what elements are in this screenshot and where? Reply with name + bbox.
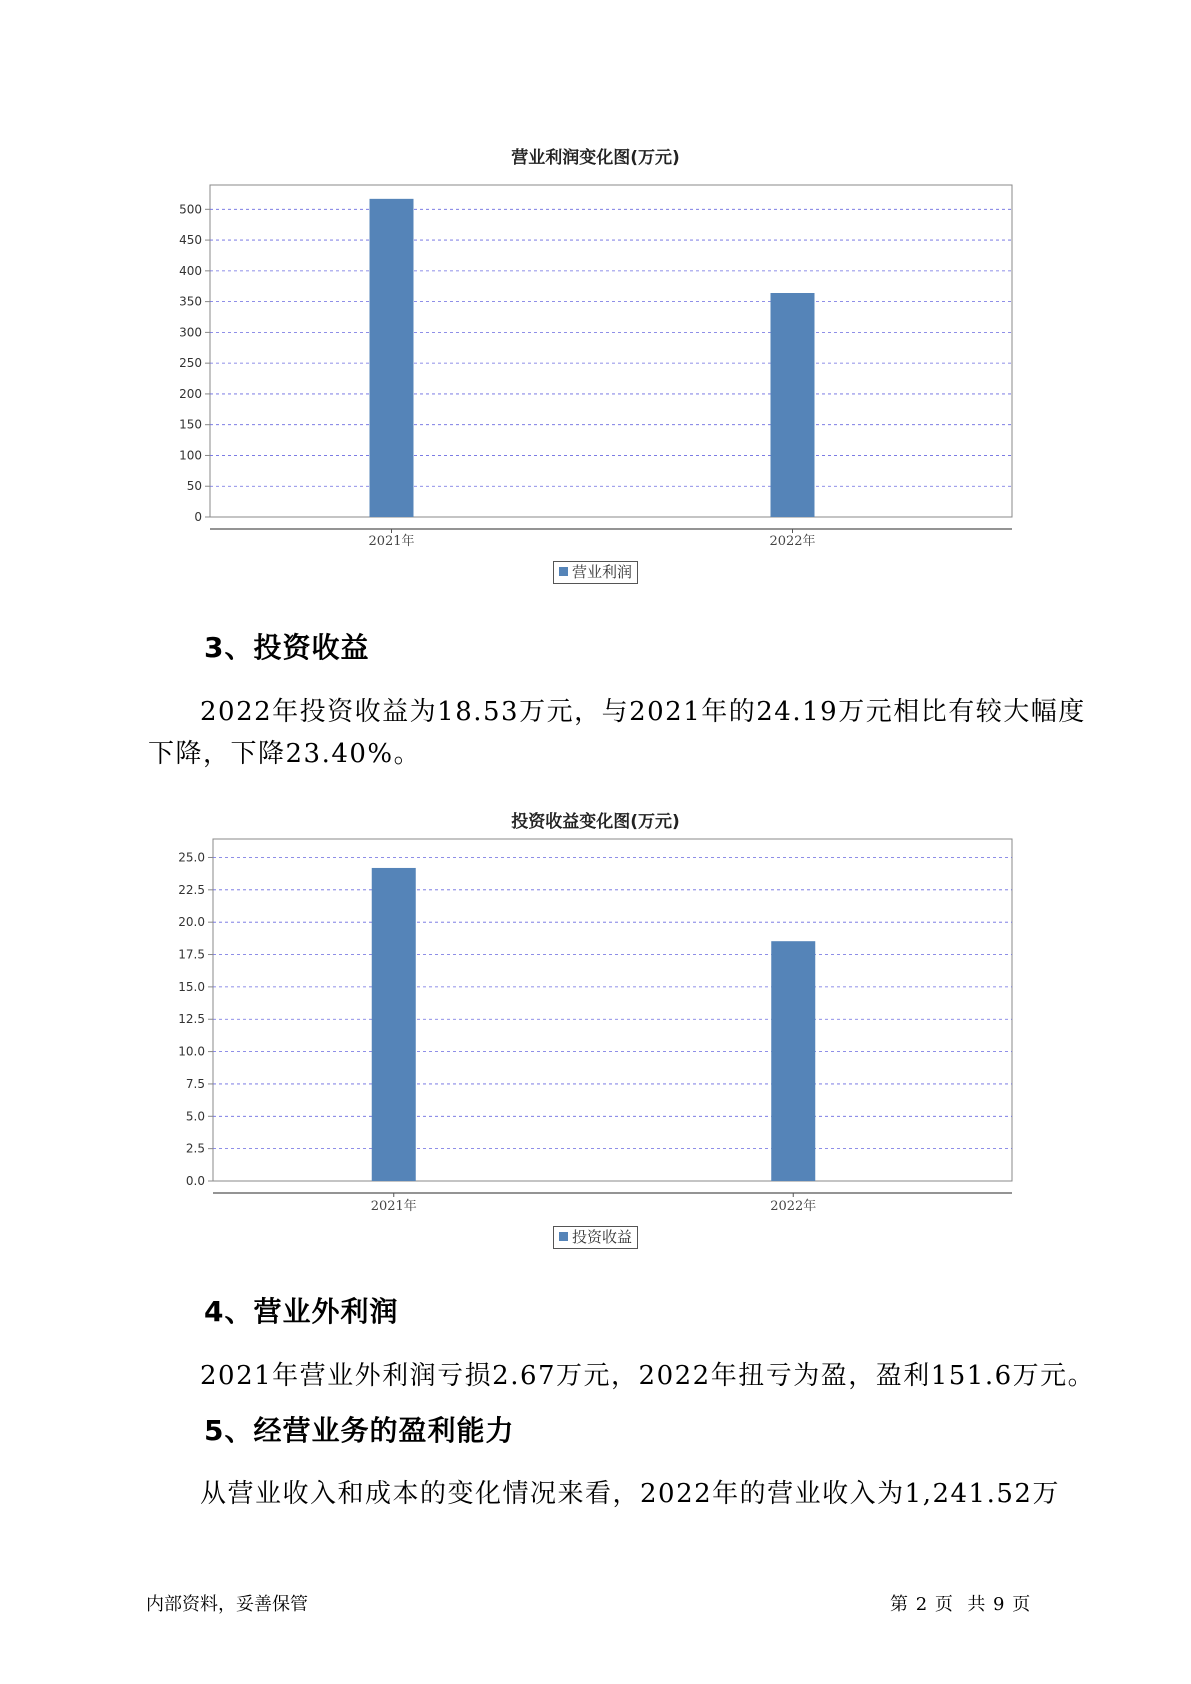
y-tick-label: 350 xyxy=(179,294,202,309)
y-tick-label: 2.5 xyxy=(185,1141,205,1156)
chart2-title: 投资收益变化图(万元) xyxy=(511,812,680,832)
x-tick-label: 2021年 xyxy=(370,1199,417,1214)
y-tick-label: 15.0 xyxy=(178,979,205,994)
y-tick-label: 300 xyxy=(179,325,202,340)
section3-paragraph-line2: 下降，下降23.40%。 xyxy=(148,739,422,769)
y-tick-label: 7.5 xyxy=(185,1076,205,1091)
y-tick-label: 50 xyxy=(186,479,202,494)
y-tick-label: 25.0 xyxy=(178,850,205,865)
y-tick-label: 0 xyxy=(194,510,202,524)
footer-page-number: 第 2 页 共 9 页 xyxy=(890,1594,1032,1615)
y-tick-label: 200 xyxy=(179,386,202,401)
y-tick-label: 100 xyxy=(179,448,202,463)
x-tick-label: 2022年 xyxy=(769,534,816,549)
legend-swatch xyxy=(559,1232,568,1241)
x-tick-label: 2022年 xyxy=(770,1199,817,1214)
bar-2021年 xyxy=(372,868,416,1181)
chart2-legend xyxy=(553,1226,638,1249)
y-tick-label: 10.0 xyxy=(178,1044,205,1059)
plot-area xyxy=(213,839,1012,1181)
y-tick-label: 20.0 xyxy=(178,915,205,930)
x-tick-label: 2021年 xyxy=(368,534,415,549)
y-tick-label: 500 xyxy=(179,202,202,217)
y-tick-label: 0.0 xyxy=(185,1174,205,1188)
y-tick-label: 400 xyxy=(179,263,202,278)
bar-2022年 xyxy=(771,941,815,1181)
y-tick-label: 5.0 xyxy=(185,1109,205,1124)
section3-heading: 3、投资收益 xyxy=(204,631,370,664)
chart1-title: 营业利润变化图(万元) xyxy=(511,148,680,168)
y-tick-label: 150 xyxy=(179,417,202,432)
y-tick-label: 250 xyxy=(179,356,202,371)
y-tick-label: 450 xyxy=(179,233,202,248)
section5-paragraph: 从营业收入和成本的变化情况来看，2022年的营业收入为1,241.52万 xyxy=(200,1479,1060,1509)
y-tick-label: 17.5 xyxy=(178,947,205,962)
chart2-legend-label: 投资收益 xyxy=(572,1228,633,1246)
section3-paragraph-line1: 2022年投资收益为18.53万元，与2021年的24.19万元相比有较大幅度 xyxy=(200,697,1086,727)
footer-confidential-note: 内部资料，妥善保管 xyxy=(146,1594,308,1615)
section4-heading: 4、营业外利润 xyxy=(204,1295,399,1328)
section4-paragraph: 2021年营业外利润亏损2.67万元，2022年扭亏为盈，盈利151.6万元。 xyxy=(200,1361,1096,1391)
chart1-legend-label: 营业利润 xyxy=(572,563,633,581)
section5-heading: 5、经营业务的盈利能力 xyxy=(204,1414,515,1447)
y-tick-label: 22.5 xyxy=(178,882,205,897)
y-tick-label: 12.5 xyxy=(178,1012,205,1027)
